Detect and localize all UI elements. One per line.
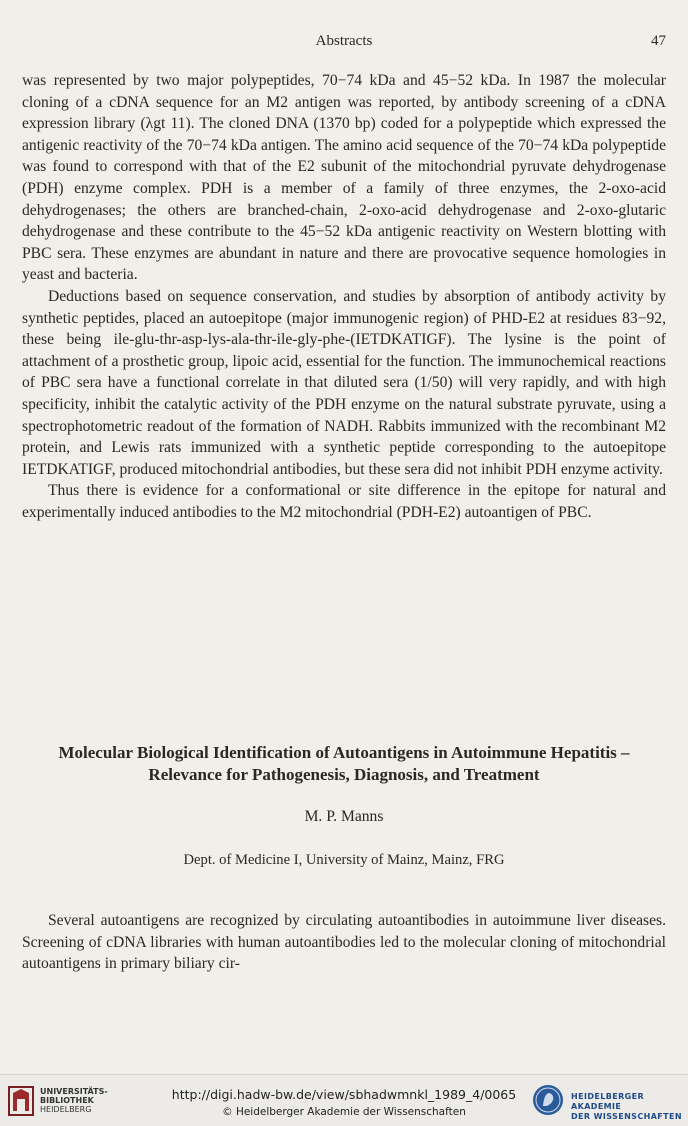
digitization-footer xyxy=(0,1074,688,1126)
abstract-title: Molecular Biological Identification of Autoantigens in Autoimmune Hepatitis – Relevance for Pathogenesis, Diagnosis, and Treatment xyxy=(58,743,630,784)
page-number: 47 xyxy=(651,33,666,49)
permalink-url[interactable]: http://digi.hadw-bw.de/view/sbhadwmnkl_1989_4/0065 xyxy=(171,1087,517,1102)
continued-abstract-text xyxy=(22,70,666,523)
running-header xyxy=(22,33,666,53)
author-name: M. P. Manns xyxy=(304,808,384,825)
paragraph: Several autoantigens are recognized by circulating autoantibodies in autoimmune liver diseases. Screening of cDNA libraries with human autoantibodies led to the molecular cloning of mitochondrial autoantigens in primary biliary cir- xyxy=(22,912,666,973)
paragraph: was represented by two major polypeptides, 70−74 kDa and 45−52 kDa. In 1987 the molecular cloning of a cDNA sequence for an M2 antigen was reported, by antibody screening of a cDNA expression library (λgt 11). The cloned DNA (1370 bp) coded for a polypeptide which expressed the antigenic reactivity of the 70−74 kDa antigen. The amino acid sequence of the 70−74 kDa polypeptide was found to correspond with that of the E2 subunit of the mitochondrial pyruvate dehydrogenase (PDH) enzyme complex. PDH is a member of a family of three enzymes, the 2-oxo-acid dehydrogenases; the others are branched-chain, 2-oxo-acid dehydrogenase and 2-oxo-glutaric dehydrogenase and these contribute to the 45−52 kDa antigenic reactivity on Western blotting with PBC sera. These enzymes are abundant in nature and there are provocative sequence homologies in yeast and bacteria. xyxy=(22,72,666,284)
academy-seal-icon xyxy=(532,1084,564,1116)
university-library-label: UNIVERSITÄTS- BIBLIOTHEK HEIDELBERG xyxy=(40,1087,108,1114)
running-title: Abstracts xyxy=(315,33,373,49)
author-affiliation: Dept. of Medicine I, University of Mainz, Mainz, FRG xyxy=(183,852,505,868)
copyright-notice: © Heidelberger Akademie der Wissenschaften xyxy=(222,1106,466,1118)
paragraph: Thus there is evidence for a conformational or site difference in the epitope for natural and experimentally induced antibodies to the M2 mitochondrial (PDH-E2) autoantigen of PBC. xyxy=(22,482,666,521)
paragraph: Deductions based on sequence conservation, and studies by absorption of antibody activity by synthetic peptides, placed an autoepitope (major immunogenic region) of PHD-E2 at residues 83−92, these being ile-glu-thr-asp-lys-ala-thr-ile-gly-phe-(IETDKATIGF). The lysine is the point of attachment of a prosthetic group, lipoic acid, essential for the function. The immunochemical reactions of PBC sera have a functional correlate in that diluted sera (1/50) will very rapidly, and with high specificity, inhibit the catalytic activity of the PDH enzyme on the natural substrate pyruvate, using a spectrophotometric readout of the formation of NADH. Rabbits immunized with the recombinant M2 protein, and Lewis rats immunized with a synthetic peptide corresponding to the autoepitope IETDKATIGF, produced mitochondrial antibodies, but these sera did not inhibit PDH enzyme activity. xyxy=(22,287,666,478)
academy-label: HEIDELBERGER AKADEMIE DER WISSENSCHAFTEN xyxy=(571,1092,682,1121)
new-abstract-text xyxy=(22,910,666,975)
